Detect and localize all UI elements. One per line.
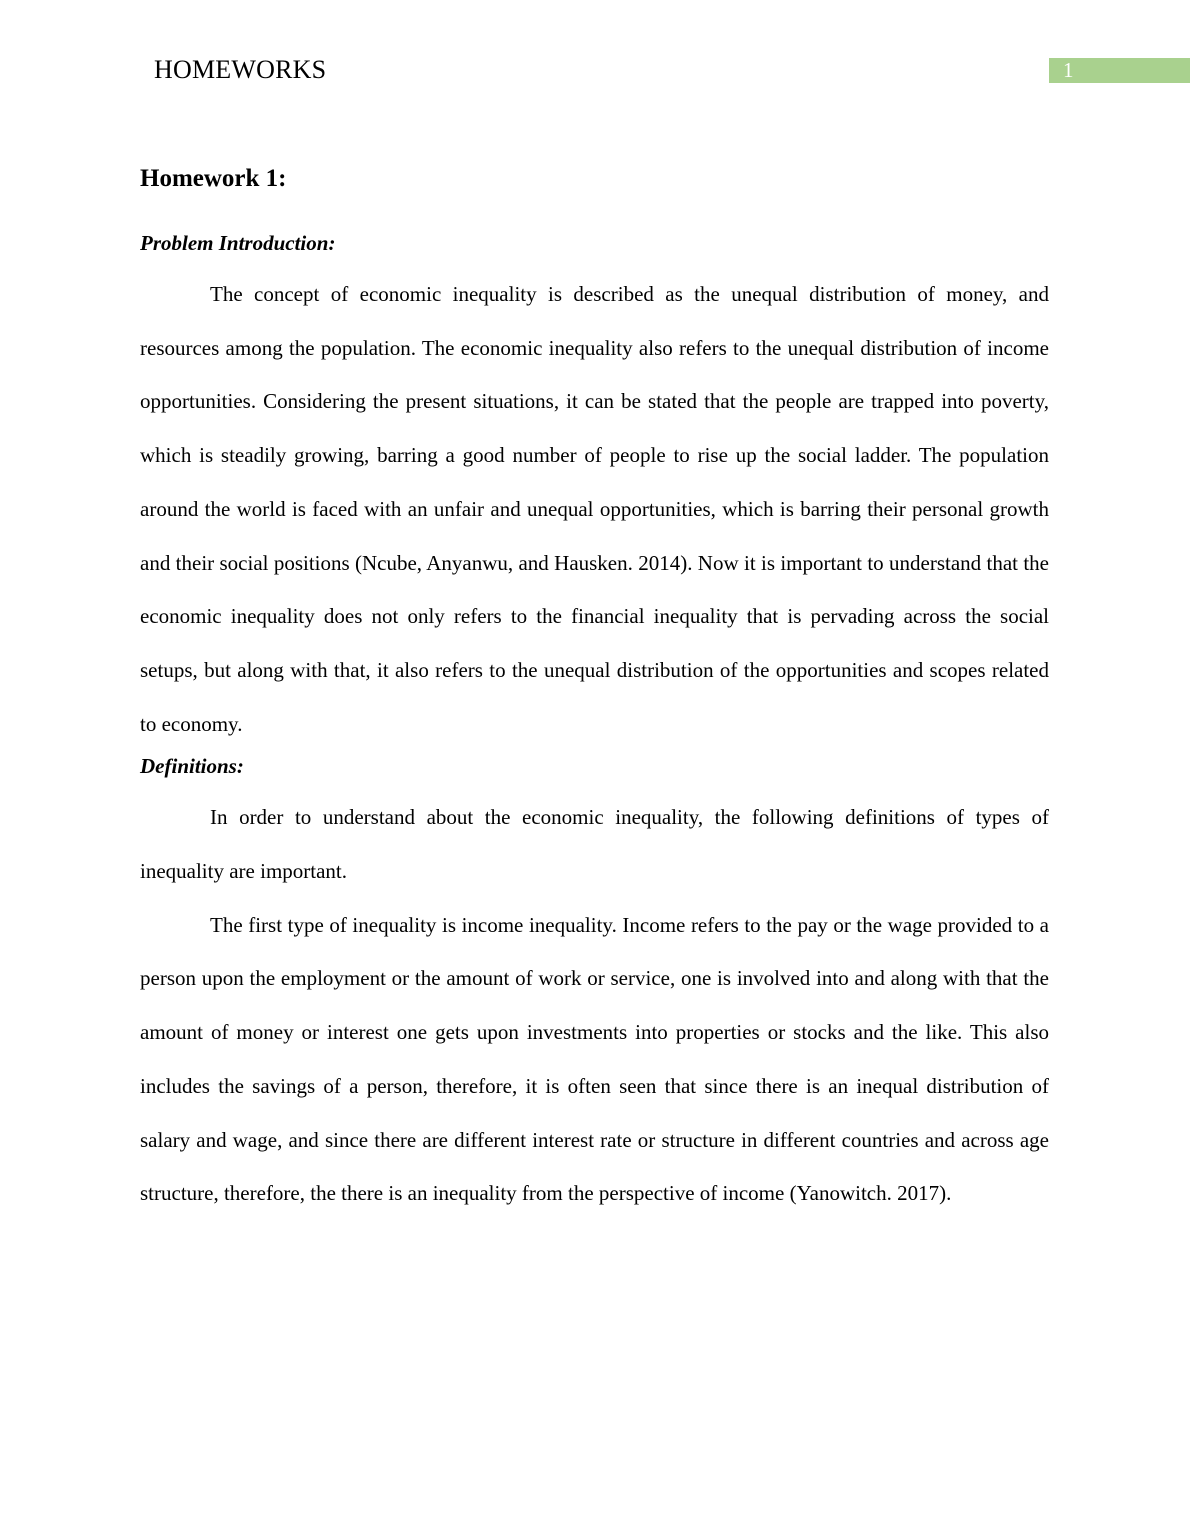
paragraph: The concept of economic inequality is described as the unequal distribution of money, and resources among the population. The economic inequality also refers to the unequal distribution of income opportunities. Considering the present situations, it can be stated that the people are trapped into poverty, which is steadily growing, barring a good number of people to rise up the social ladder. The population around the world is faced with an unfair and unequal opportunities, which is barring their personal growth and their social positions (Ncube, Anyanwu, and Hausken. 2014). Now it is important to understand that the economic inequality does not only refers to the financial inequality that is pervading across the social setups, but along with that, it also refers to the unequal distribution of the opportunities and scopes related to economy. [140, 282, 1049, 736]
section-heading-problem-introduction: Problem Introduction: [140, 231, 336, 255]
paragraph: In order to understand about the economic inequality, the following definitions of types of inequality are important. [140, 805, 1049, 884]
document-title: Homework 1: [140, 165, 287, 192]
document-body [140, 160, 1049, 1221]
section-heading-definitions: Definitions: [140, 754, 244, 779]
page-number-badge [1049, 58, 1190, 83]
running-head: HOMEWORKS [154, 55, 327, 84]
paragraph: The first type of inequality is income inequality. Income refers to the pay or the wage provided to a person upon the employment or the amount of work or service, one is involved into and along with that the amount of money or interest one gets upon investments into properties or stocks and the like. This also includes the savings of a person, therefore, it is often seen that since there is an inequal distribution of salary and wage, and since there are different interest rate or structure in different countries and across age structure, therefore, the there is an inequality from the perspective of income (Yanowitch. 2017). [140, 912, 1049, 1206]
page-number: 1 [1063, 58, 1074, 82]
